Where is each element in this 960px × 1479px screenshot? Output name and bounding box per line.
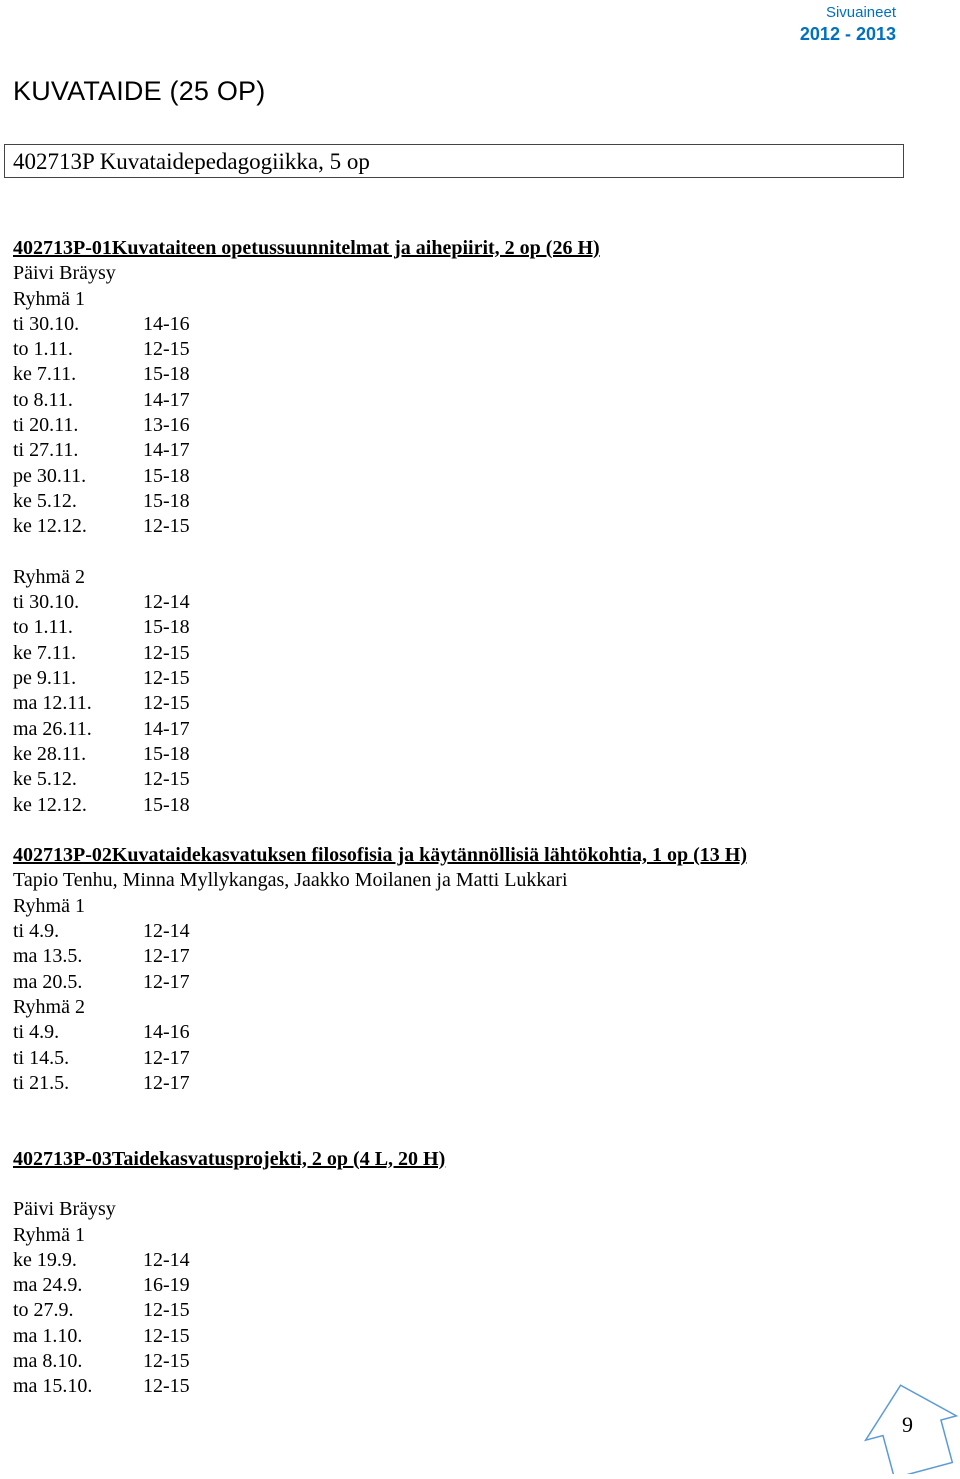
section-title: 402713P-03Taidekasvatusprojekti, 2 op (4 L, 20 H) — [13, 1147, 446, 1170]
schedule-row — [13, 717, 943, 742]
schedule-row — [13, 464, 943, 489]
session-date: ma 12.11. — [13, 692, 92, 715]
session-time: 14-16 — [143, 1021, 190, 1044]
session-time: 15-18 — [143, 742, 190, 765]
session-date: to 8.11. — [13, 388, 73, 411]
session-date: pe 9.11. — [13, 667, 77, 690]
session-time: 13-16 — [143, 414, 190, 437]
session-time: 16-19 — [143, 1274, 190, 1297]
group-name: Ryhmä 1 — [13, 287, 85, 310]
session-time: 15-18 — [143, 793, 190, 816]
session-date: ti 21.5. — [13, 1071, 70, 1094]
session-time: 12-15 — [143, 667, 190, 690]
session-date: ti 20.11. — [13, 414, 79, 437]
session-time: 14-17 — [143, 388, 190, 411]
group-name: Ryhmä 1 — [13, 894, 85, 917]
schedule-row — [13, 615, 943, 640]
session-time: 12-15 — [143, 768, 190, 791]
session-date: to 27.9. — [13, 1299, 74, 1322]
schedule-row — [13, 970, 943, 995]
session-date: ke 12.12. — [13, 793, 87, 816]
group-name: Ryhmä 2 — [13, 565, 85, 588]
schedule-row — [13, 1374, 943, 1399]
session-date: ma 24.9. — [13, 1274, 83, 1297]
session-date: ti 14.5. — [13, 1046, 70, 1069]
session-time: 12-15 — [143, 338, 190, 361]
schedule-row — [13, 1071, 943, 1096]
schedule-row — [13, 767, 943, 792]
schedule-row — [13, 1273, 943, 1298]
teacher-name: Tapio Tenhu, Minna Myllykangas, Jaakko Moilanen ja Matti Lukkari — [13, 869, 568, 892]
schedule-row — [13, 337, 943, 362]
session-time: 12-15 — [143, 641, 190, 664]
schedule-row — [13, 489, 943, 514]
schedule-row — [13, 793, 943, 818]
schedule-row — [13, 312, 943, 337]
section-title: 402713P-01Kuvataiteen opetussuunnitelmat ja aihepiirit, 2 op (26 H) — [13, 237, 600, 259]
session-time: 12-15 — [143, 692, 190, 715]
session-time: 15-18 — [143, 489, 190, 512]
schedule-row — [13, 666, 943, 691]
session-time: 12-17 — [143, 970, 190, 993]
session-time: 14-16 — [143, 312, 190, 335]
session-date: ke 7.11. — [13, 641, 77, 664]
session-time: 15-18 — [143, 616, 190, 639]
session-date: ke 28.11. — [13, 742, 87, 765]
section-title: 402713P-02Kuvataidekasvatuksen filosofisia ja käytännöllisiä lähtökohtia, 1 op (13 H) — [13, 844, 747, 867]
schedule-content — [13, 236, 943, 1400]
session-date: ke 7.11. — [13, 363, 77, 386]
header-label: Sivuaineet — [825, 4, 896, 21]
running-header — [800, 0, 896, 44]
session-time: 14-17 — [143, 439, 190, 462]
session-time: 15-18 — [143, 363, 190, 386]
session-time: 12-17 — [143, 1046, 190, 1069]
session-time: 12-17 — [143, 945, 190, 968]
schedule-row — [13, 742, 943, 767]
session-time: 12-14 — [143, 1248, 190, 1271]
schedule-row — [13, 362, 943, 387]
session-date: ma 26.11. — [13, 717, 92, 740]
session-date: to 1.11. — [13, 616, 73, 639]
session-date: ma 1.10. — [13, 1324, 83, 1347]
session-time: 12-15 — [143, 515, 190, 538]
schedule-row — [13, 919, 943, 944]
course-title: 402713P Kuvataidepedagogiikka, 5 op — [13, 149, 370, 174]
group-name: Ryhmä 1 — [13, 1223, 85, 1246]
schedule-row — [13, 413, 943, 438]
schedule-row — [13, 388, 943, 413]
schedule-row — [13, 1298, 943, 1323]
session-time: 12-15 — [143, 1324, 190, 1347]
schedule-row — [13, 1020, 943, 1045]
page-title: KUVATAIDE (25 OP) — [13, 76, 266, 106]
session-time: 12-14 — [143, 920, 190, 943]
session-date: ti 30.10. — [13, 312, 80, 335]
session-date: to 1.11. — [13, 338, 73, 361]
group-name: Ryhmä 2 — [13, 995, 85, 1018]
session-date: ke 5.12. — [13, 768, 77, 791]
session-date: ti 30.10. — [13, 591, 80, 614]
session-date: pe 30.11. — [13, 464, 87, 487]
page-number-marker — [862, 1382, 960, 1474]
schedule-row — [13, 590, 943, 615]
session-date: ke 5.12. — [13, 489, 77, 512]
schedule-row — [13, 1324, 943, 1349]
schedule-row — [13, 944, 943, 969]
schedule-row — [13, 691, 943, 716]
session-date: ma 8.10. — [13, 1350, 83, 1373]
header-years: 2012 - 2013 — [799, 24, 896, 44]
course-title-box — [4, 144, 904, 178]
schedule-row — [13, 514, 943, 539]
session-date: ma 13.5. — [13, 945, 83, 968]
session-time: 12-15 — [143, 1299, 190, 1322]
session-time: 12-17 — [143, 1071, 190, 1094]
schedule-row — [13, 1349, 943, 1374]
session-time: 15-18 — [143, 464, 190, 487]
session-date: ma 20.5. — [13, 970, 83, 993]
schedule-row — [13, 438, 943, 463]
session-date: ke 19.9. — [13, 1248, 77, 1271]
session-time: 12-15 — [143, 1350, 190, 1373]
session-date: ti 4.9. — [13, 920, 60, 943]
session-time: 12-14 — [143, 591, 190, 614]
session-time: 14-17 — [143, 717, 190, 740]
schedule-row — [13, 641, 943, 666]
schedule-row — [13, 1248, 943, 1273]
session-date: ti 27.11. — [13, 439, 79, 462]
page-number: 9 — [902, 1412, 913, 1437]
session-time: 12-15 — [143, 1375, 190, 1398]
session-date: ti 4.9. — [13, 1021, 60, 1044]
teacher-name: Päivi Bräysy — [13, 262, 116, 285]
session-date: ke 12.12. — [13, 515, 87, 538]
teacher-name: Päivi Bräysy — [13, 1198, 116, 1221]
session-date: ma 15.10. — [13, 1375, 93, 1398]
schedule-row — [13, 1046, 943, 1071]
